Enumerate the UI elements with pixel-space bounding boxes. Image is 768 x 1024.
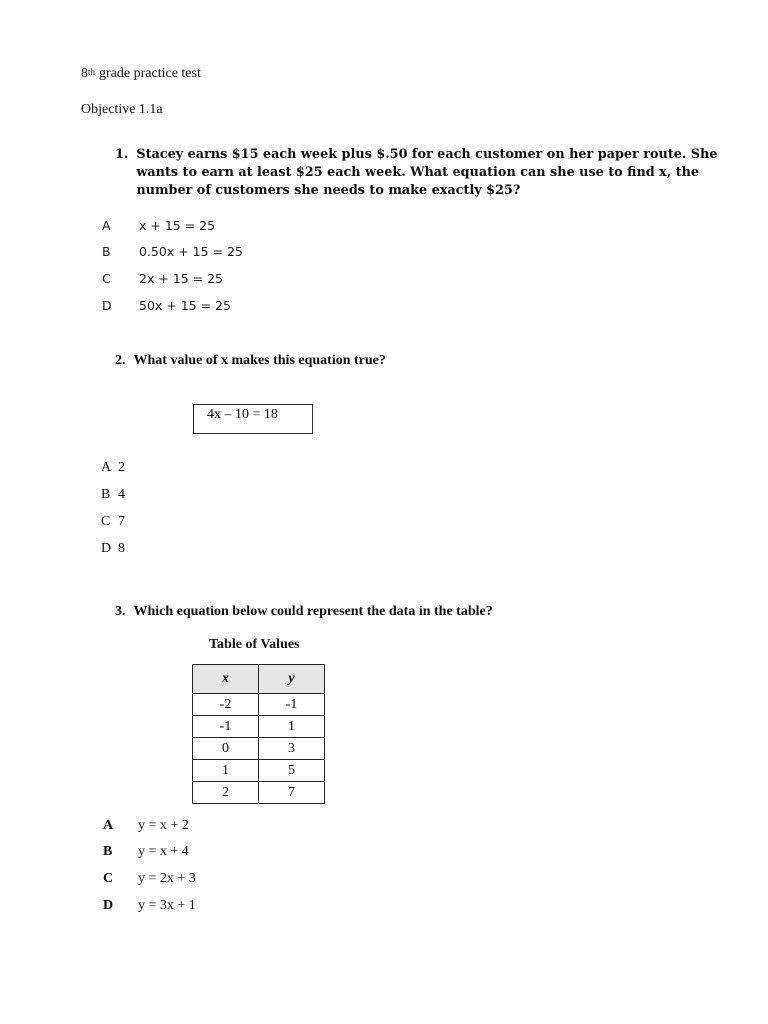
answer-option[interactable] <box>103 844 189 860</box>
option-letter: C <box>101 514 111 529</box>
table-cell: 1 <box>259 716 325 738</box>
option-letter: D <box>102 298 112 313</box>
question-text: Which equation below could represent the data in the table? <box>133 604 493 619</box>
option-text: y = 3x + 1 <box>138 898 196 913</box>
question-line: number of customers she needs to make exactly $25? <box>136 183 521 198</box>
option-text: y = x + 2 <box>138 818 189 833</box>
equation-box <box>193 404 313 434</box>
option-text: y = x + 4 <box>138 844 189 859</box>
question-number: 1. <box>115 147 129 162</box>
table-row <box>193 694 325 716</box>
option-text: 2 <box>118 460 125 475</box>
question-1 <box>115 146 717 200</box>
answer-option[interactable] <box>102 244 243 259</box>
answer-option[interactable] <box>101 514 125 530</box>
option-text: 2x + 15 = 25 <box>139 271 224 286</box>
option-text: y = 2x + 3 <box>138 871 196 886</box>
option-letter: D <box>103 898 114 913</box>
answer-option[interactable] <box>102 218 215 233</box>
option-text: 4 <box>118 487 125 502</box>
question-text <box>136 146 717 200</box>
option-text: x + 15 = 25 <box>139 218 216 233</box>
grade-suffix: th <box>88 67 96 77</box>
answer-option[interactable] <box>102 298 231 313</box>
question-line: wants to earn at least $25 each week. What equation can she use to find x, the <box>136 165 700 180</box>
option-text: 7 <box>118 514 125 529</box>
table-cell: -1 <box>193 716 259 738</box>
table-cell: 7 <box>259 782 325 804</box>
table-cell: 5 <box>259 760 325 782</box>
question-text: What value of x makes this equation true? <box>133 353 386 368</box>
values-table <box>192 664 325 804</box>
table-header-y: y <box>259 665 325 694</box>
table-cell: 0 <box>193 738 259 760</box>
option-letter: B <box>102 244 111 259</box>
objective-label: Objective 1.1a <box>81 102 163 117</box>
question-number: 3. <box>115 604 126 619</box>
table-row <box>193 738 325 760</box>
table-header-x: x <box>193 665 259 694</box>
option-letter: A <box>101 460 112 475</box>
table-header-row <box>193 665 325 694</box>
answer-option[interactable] <box>102 271 223 286</box>
option-text: 0.50x + 15 = 25 <box>139 244 243 259</box>
option-letter: A <box>103 818 114 833</box>
option-text: 50x + 15 = 25 <box>139 298 231 313</box>
option-letter: B <box>103 844 113 859</box>
option-letter: C <box>102 271 111 286</box>
answer-option[interactable] <box>101 460 125 476</box>
question-3 <box>115 604 493 620</box>
option-letter: C <box>103 871 114 886</box>
question-number: 2. <box>115 353 126 368</box>
table-title: Table of Values <box>209 637 300 652</box>
answer-option[interactable] <box>101 487 125 503</box>
table-cell: 3 <box>259 738 325 760</box>
question-2 <box>115 353 386 369</box>
table-row <box>193 716 325 738</box>
answer-option[interactable] <box>103 818 189 834</box>
answer-option[interactable] <box>101 541 125 557</box>
header-title: grade practice test <box>99 66 201 81</box>
equation-text: 4x – 10 = 18 <box>207 407 278 422</box>
grade-number: 8 <box>81 66 88 81</box>
option-text: 8 <box>118 541 125 556</box>
option-letter: A <box>102 218 111 233</box>
table-row <box>193 760 325 782</box>
option-letter: B <box>101 487 111 502</box>
table-cell: -1 <box>259 694 325 716</box>
table-cell: -2 <box>193 694 259 716</box>
answer-option[interactable] <box>103 871 196 887</box>
answer-option[interactable] <box>103 898 196 914</box>
option-letter: D <box>101 541 112 556</box>
table-cell: 2 <box>193 782 259 804</box>
question-line: Stacey earns $15 each week plus $.50 for each customer on her paper route. She <box>136 147 718 162</box>
table-row <box>193 782 325 804</box>
page-header <box>81 66 201 82</box>
table-cell: 1 <box>193 760 259 782</box>
